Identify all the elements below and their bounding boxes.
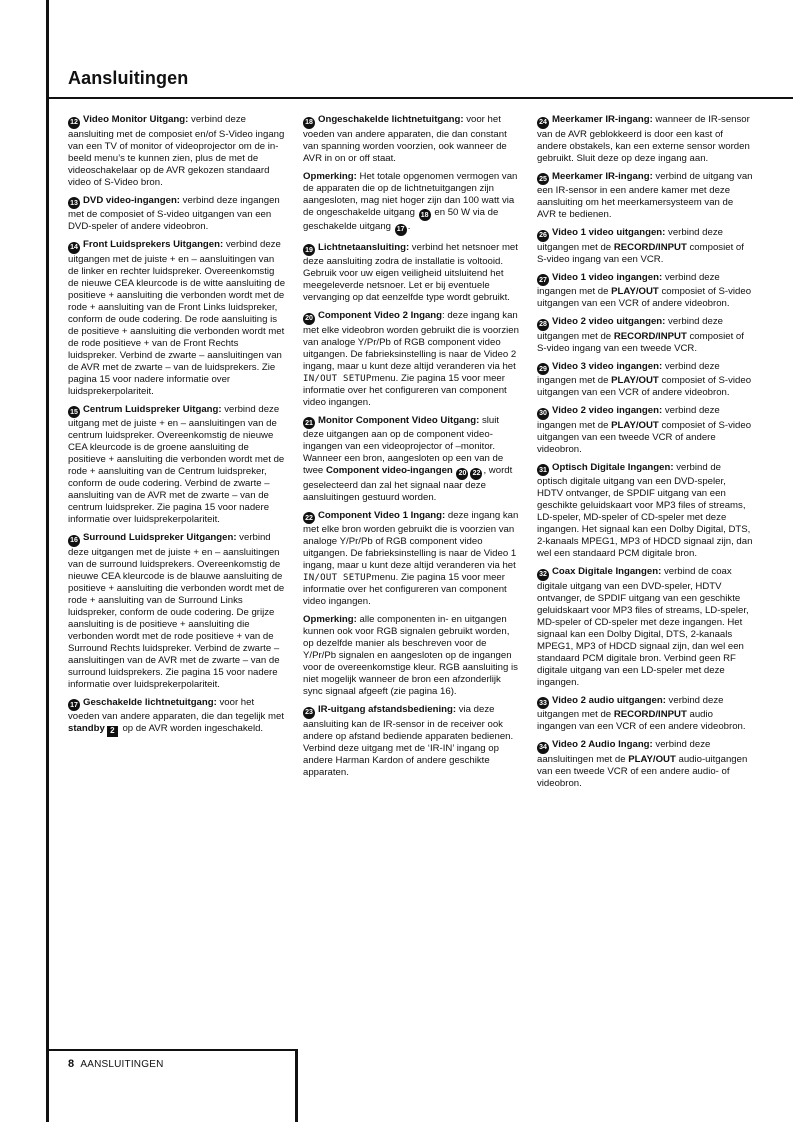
note-body: Het totale opgenomen vermogen van de apparaten die op de lichtnetuitgangen zijn aangesloten, mag niet hoger zijn dan 100 watt via de ongeschakelde uitgang <box>303 170 518 218</box>
bold-term: RECORD/INPUT <box>613 709 687 720</box>
column-2 <box>303 114 519 785</box>
item-heading: Geschakelde lichtnetuitgang: <box>83 696 217 708</box>
item-body: voor het voeden van andere apparaten, die dan constant van spanning worden voorzien, ook wanneer de AVR in on or off staat. <box>303 114 507 164</box>
item-body: sluit deze uitgangen aan op de component video-ingangen van een videoprojector of –monitor. Wanneer een bron, aangesloten op een van de twee <box>303 414 504 476</box>
page-title: Aansluitingen <box>68 68 189 88</box>
item-body-end: audio-uitgangen van een tweede VCR of een andere audio- of videobron. <box>537 753 748 789</box>
callout-number: 17 <box>68 699 80 711</box>
item-body: verbind deze uitgangen met de <box>537 227 723 253</box>
item-body: verbind deze uitgangen met de juiste + en – aansluitingen van de linker en rechter luidspreker. Overeenkomstig de nieuwe CEA kleurcode is de witte aansluiting de positieve + aansluiting die verbonden wordt met de rode + aansluiting van de Front Links luidspreker, conform de oude codering. De rode aansluiting is de positieve + aansluiting die verbonden wordt met de rode positieve + van de Front Rechts luidspreker. Verbind de zwarte – aansluitingen van de AVR met de zwarte – van de luidsprekers. Zie pagina 15 voor nadere informatie over luidsprekerpolariteit. <box>68 239 286 397</box>
note-body: . <box>407 221 411 232</box>
item-24 <box>537 114 753 165</box>
note-power <box>303 171 519 236</box>
item-14 <box>68 239 286 398</box>
item-heading: Front Luidsprekers Uitgangen: <box>83 239 224 250</box>
item-17 <box>68 697 286 737</box>
item-body: verbind het netsnoer met deze aansluiting zodra de installatie is voltooid. Gebruik voor uw eigen veiligheid uitsluitend het meegeleverde netsnoer. Let er bij eventuele vervanging op dat eenzelfde type wordt gebruikt. <box>303 241 518 303</box>
note-rgb <box>303 614 519 698</box>
callout-number: 20 <box>456 468 468 480</box>
item-heading: Meerkamer IR-ingang: <box>552 170 653 182</box>
item-heading: Lichtnetaansluiting: <box>318 241 410 253</box>
item-body: verbind deze uitgangen met de <box>537 316 723 342</box>
callout-number: 29 <box>537 363 549 375</box>
bold-term: PLAY/OUT <box>628 753 676 765</box>
item-body-end: menu. Zie pagina 15 voor meer informatie over het configureren van component video ingangen. <box>303 572 507 607</box>
callout-number: 22 <box>470 468 482 480</box>
menu-name: IN/OUT SETUP <box>303 373 372 384</box>
footer-rule <box>46 1049 298 1051</box>
item-34 <box>537 739 753 790</box>
page-number: 8 <box>68 1058 75 1070</box>
item-body: verbind deze ingangen met de composiet of S-video uitgangen van een DVD-speler of andere videobron. <box>68 194 280 232</box>
item-body: deze ingang kan met elke bron worden gebruikt die is voorzien van analoge Y/Pr/Pb of RGB component video uitgangen. De fabrieksinstelling is naar de Video 1 ingang, maar u kunt deze altijd veranderen via het <box>303 509 519 571</box>
item-body: verbind deze uitgangen met de <box>537 694 724 720</box>
callout-number: 18 <box>303 117 315 129</box>
item-26 <box>537 227 753 266</box>
item-18 <box>303 114 519 165</box>
item-heading: Centrum Luidspreker Uitgang: <box>83 403 222 415</box>
callout-number: 26 <box>537 230 549 242</box>
callout-number: 32 <box>537 569 549 581</box>
item-29 <box>537 361 753 400</box>
item-heading: IR-uitgang afstandsbediening: <box>318 704 457 715</box>
item-33 <box>537 695 753 734</box>
item-heading: Video 1 video ingangen: <box>552 271 663 283</box>
item-13 <box>68 195 286 234</box>
item-heading: Video 2 video uitgangen: <box>552 316 666 327</box>
column-1 <box>68 114 286 743</box>
callout-number: 13 <box>68 197 80 209</box>
item-21 <box>303 415 519 504</box>
item-body: wanneer de IR-sensor van de AVR geblokkeerd is door een kast of andere obstakels, kan een externe sensor worden gebruikt. Sluit deze op deze ingang aan. <box>537 114 750 164</box>
callout-number: 22 <box>303 512 315 524</box>
callout-number: 21 <box>303 417 315 429</box>
left-margin-rule <box>46 0 49 1122</box>
bold-term: RECORD/INPUT <box>613 241 687 253</box>
item-body-end: composiet of S-video uitgangen van een VCR of andere videobron. <box>537 286 752 309</box>
item-body: verbind de optisch digitale uitgang van een DVD-speler, HDTV ontvanger, de SPDIF uitgang van een geschikte geluidskaart voor MP3 files of streams, LD-speler, MD-speler of CD-speler met deze ingangen. Het signaal kan een Dolby Digital, DTS, 2-kanaals MPEG1, MP3 of HDCD signaal zijn, dan wel een standaard PCM digitale bron. <box>537 461 753 559</box>
item-heading: Video 2 Audio Ingang: <box>552 739 653 750</box>
item-25 <box>537 171 753 222</box>
item-body-end: composiet of S-video uitgangen van een VCR of andere videobron. <box>537 375 752 398</box>
callout-number: 27 <box>537 274 549 286</box>
item-body-end: audio ingangen van een VCR of een andere videobron. <box>537 709 746 732</box>
header-rule <box>46 97 793 99</box>
item-heading: Monitor Component Video Uitgang: <box>318 414 480 426</box>
callout-number: 15 <box>68 406 80 418</box>
item-body: voor het voeden van andere apparaten, die dan tegelijk met <box>68 696 285 722</box>
item-body-end: op de AVR worden ingeschakeld. <box>119 723 264 734</box>
callout-number: 28 <box>537 319 549 331</box>
item-heading: Coax Digitale Ingangen: <box>552 566 662 577</box>
item-body: verbind deze uitgang met de juiste + en – aansluitingen van de centrum luidspreker. Overeenkomstig de nieuwe CEA kleurcode is de groene aansluiting de positieve + aansluiting die verbonden wordt met de rode + aansluiting van de Centrum luidspreker, conform de oude codering. Verbind de zwarte – aansluiting van de AVR met de zwarte – van de centrum luidspreker. Zie pagina 15 voor nadere informatie over luidsprekerpolariteit. <box>68 403 285 525</box>
bold-term: RECORD/INPUT <box>613 330 687 342</box>
callout-number: 20 <box>303 313 315 325</box>
standby-key-icon: 2 <box>107 726 118 737</box>
callout-number: 19 <box>303 244 315 256</box>
item-12 <box>68 114 286 189</box>
footer-divider <box>295 1049 298 1122</box>
item-heading: Video 2 audio uitgangen: <box>552 694 666 706</box>
standby-label: standby <box>68 723 105 734</box>
item-body: via deze aansluiting kan de IR-sensor in de receiver ook andere op afstand bediende apparaten bedienen. Verbind deze uitgang met de ‘IR-IN’ ingang op andere Harman Kardon of andere geschikte apparaten. <box>303 704 514 778</box>
item-20 <box>303 310 519 409</box>
item-body-end: , wordt geselecteerd dan zal het signaal naar deze aansluitingen gestuurd worden. <box>303 465 513 503</box>
item-heading: Meerkamer IR-ingang: <box>552 114 653 125</box>
bold-term: PLAY/OUT <box>611 375 659 386</box>
item-body: verbind deze aansluiting met de composiet en/of S-Video ingang van een TV of monitor of videoprojector om de in-beeld menu’s te kunnen zien, plus de met de videoschakelaar op de AVR gekozen standaard video of S-Video bron. <box>68 114 285 188</box>
item-heading: Optisch Digitale Ingangen: <box>552 461 674 473</box>
item-heading: Video 1 video uitgangen: <box>552 227 666 238</box>
bold-term: PLAY/OUT <box>611 286 659 297</box>
item-23 <box>303 704 519 779</box>
item-body-end: menu. Zie pagina 15 voor meer informatie over het configureren van component video ingangen. <box>303 372 507 408</box>
callout-number: 23 <box>303 707 315 719</box>
item-heading: Video Monitor Uitgang: <box>83 114 189 125</box>
callout-number: 24 <box>537 117 549 129</box>
page-footer <box>68 1058 164 1070</box>
item-body-end: composiet of S-video ingang van een VCR. <box>537 241 744 265</box>
item-body: verbind deze aansluitingen met de <box>537 739 711 765</box>
callout-number: 12 <box>68 117 80 129</box>
item-16 <box>68 532 286 691</box>
item-heading: Surround Luidspreker Uitgangen: <box>83 532 237 543</box>
item-heading: Video 2 video ingangen: <box>552 405 663 416</box>
item-31 <box>537 462 753 561</box>
callout-number: 18 <box>419 209 431 221</box>
item-heading: Video 3 video ingangen: <box>552 360 663 372</box>
item-19 <box>303 242 519 305</box>
callout-number: 31 <box>537 464 549 476</box>
item-30 <box>537 405 753 456</box>
callout-number: 34 <box>537 742 549 754</box>
item-body: verbind deze ingangen met de <box>537 271 720 297</box>
item-heading: DVD video-ingangen: <box>83 194 181 206</box>
footer-label: AANSLUITINGEN <box>80 1059 164 1070</box>
note-heading: Opmerking: <box>303 170 357 182</box>
bold-term: Component video-ingangen <box>325 465 453 476</box>
item-body: verbind deze ingangen met de <box>537 405 720 431</box>
item-15 <box>68 404 286 527</box>
callout-number: 25 <box>537 173 549 185</box>
item-body: verbind deze uitgangen met de juiste + en – aansluitingen van de surround luidsprekers. Overeenkomstig de nieuwe CEA kleurcode is de blauwe aansluiting de positieve + aansluiting die verbonden wordt met de rode + aansluiting van de Surround Links luidspreker, conform de oude codering. De grijze aansluiting is de positieve + aansluiting die verbonden wordt met de rode positieve + van de Surround Rechts luidspreker. Verbind de zwarte – aansluitingen van de AVR met de zwarte – van de surround luidsprekers. Zie pagina 15 voor nadere informatie over luidsprekerpolariteit. <box>68 532 285 690</box>
item-27 <box>537 272 753 311</box>
callout-number: 33 <box>537 697 549 709</box>
callout-number: 30 <box>537 408 549 420</box>
item-22 <box>303 510 519 609</box>
menu-name: IN/OUT SETUP <box>303 573 372 583</box>
item-heading: Component Video 2 Ingang <box>318 310 443 321</box>
note-heading: Opmerking: <box>303 614 357 625</box>
item-body-end: composiet of S-video ingang van een tweede VCR. <box>537 330 744 354</box>
note-body: alle componenten in- en uitgangen kunnen ook voor RGB signalen gebruikt worden, op dezelfde manier als beschreven voor de Y/Pr/Pb signalen en aangesloten op de ingangen voor de overeenkomstige kleur. RGB aansluiting is niet mogelijk wanneer de bron een afzonderlijk sync signaal afgeeft (zie pagina 16). <box>303 614 518 697</box>
item-body: : deze ingang kan met elke videobron worden gebruikt die is voorzien van analoge Y/Pr/Pb of RGB component video uitgangen. De fabrieksinstelling is naar de Video 2 ingang, maar u kunt deze altijd veranderen via het <box>303 310 519 372</box>
item-28 <box>537 316 753 355</box>
item-heading: Ongeschakelde lichtnetuitgang: <box>318 114 464 125</box>
item-body-end: composiet of S-video uitgangen van een tweede VCR of andere videobron. <box>537 419 752 455</box>
callout-number: 14 <box>68 242 80 254</box>
item-heading: Component Video 1 Ingang: <box>318 509 446 521</box>
bold-term: PLAY/OUT <box>611 419 659 431</box>
callout-number: 16 <box>68 535 80 547</box>
item-body: verbind de uitgang van een IR-sensor in een andere kamer met deze aansluiting om het meerkamersysteem van de AVR te bedienen. <box>537 170 753 220</box>
column-3 <box>537 114 753 796</box>
item-body: verbind de coax digitale uitgang van een DVD-speler, HDTV ontvanger, de SPDIF uitgang van een geschikte geluidskaart voor MP3 files of streams, LD-speler, MD-speler of CD-speler met deze ingangen. Het signaal kan een Dolby Digital, DTS, 2-kanaals MPEG1, MP3 of HDCD signaal zijn, dan wel een standaard PCM digitale bron. Verbind geen RF digitale uitgang van een LD-speler met deze ingangen. <box>537 566 749 688</box>
callout-number: 17 <box>395 224 407 236</box>
item-body: verbind deze ingangen met de <box>537 360 720 386</box>
item-32 <box>537 566 753 689</box>
note-body: en 50 W via de geschakelde uitgang <box>303 206 499 232</box>
